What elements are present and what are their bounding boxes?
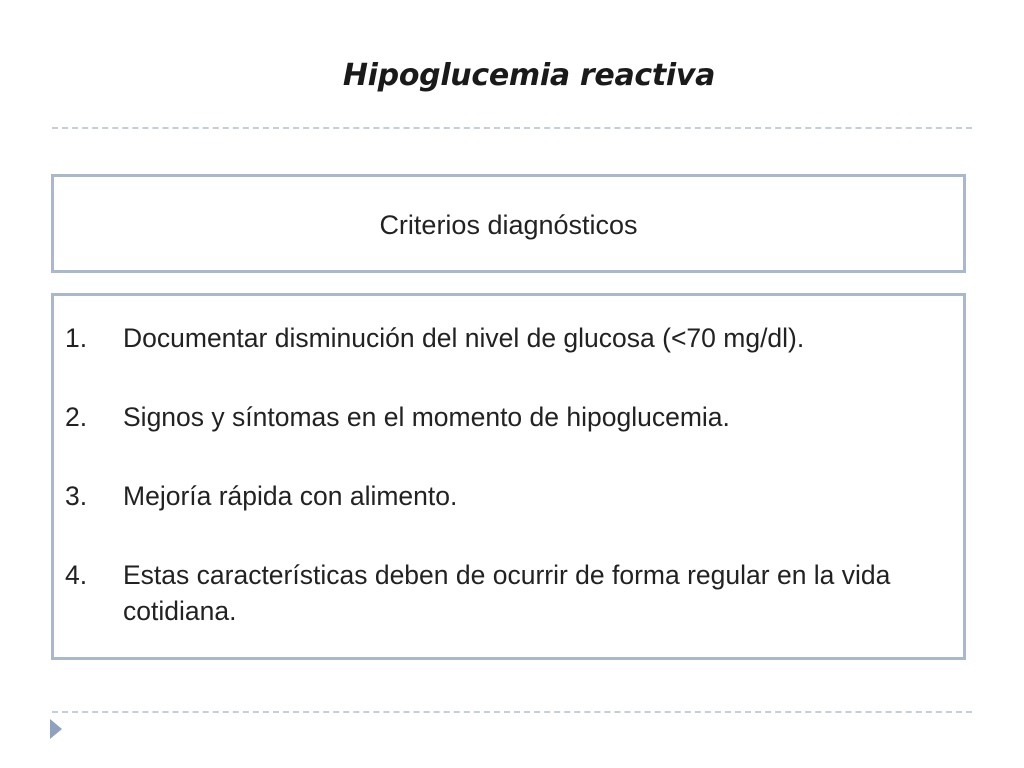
top-divider [52, 127, 972, 129]
criteria-item [65, 320, 955, 356]
slide-title: Hipoglucemia reactiva [342, 58, 716, 93]
criteria-text: Mejoría rápida con alimento. [123, 481, 458, 511]
criteria-box [51, 293, 966, 660]
criteria-number: 4. [65, 560, 88, 590]
criteria-item [65, 557, 955, 629]
criteria-list [65, 320, 955, 629]
criteria-item [65, 478, 955, 514]
criteria-number: 1. [65, 323, 88, 353]
play-arrow-icon[interactable] [50, 719, 62, 739]
criteria-item [65, 399, 955, 435]
criteria-text: Signos y síntomas en el momento de hipoglucemia. [123, 402, 730, 432]
bottom-divider [52, 711, 972, 713]
criteria-text: Estas características deben de ocurrir de forma regular en la vida cotidiana. [123, 560, 891, 626]
criteria-text: Documentar disminución del nivel de glucosa (<70 mg/dl). [123, 323, 805, 353]
criteria-number: 3. [65, 481, 88, 511]
subtitle-box [51, 174, 966, 273]
subtitle-text: Criterios diagnósticos [379, 210, 638, 240]
criteria-number: 2. [65, 402, 88, 432]
